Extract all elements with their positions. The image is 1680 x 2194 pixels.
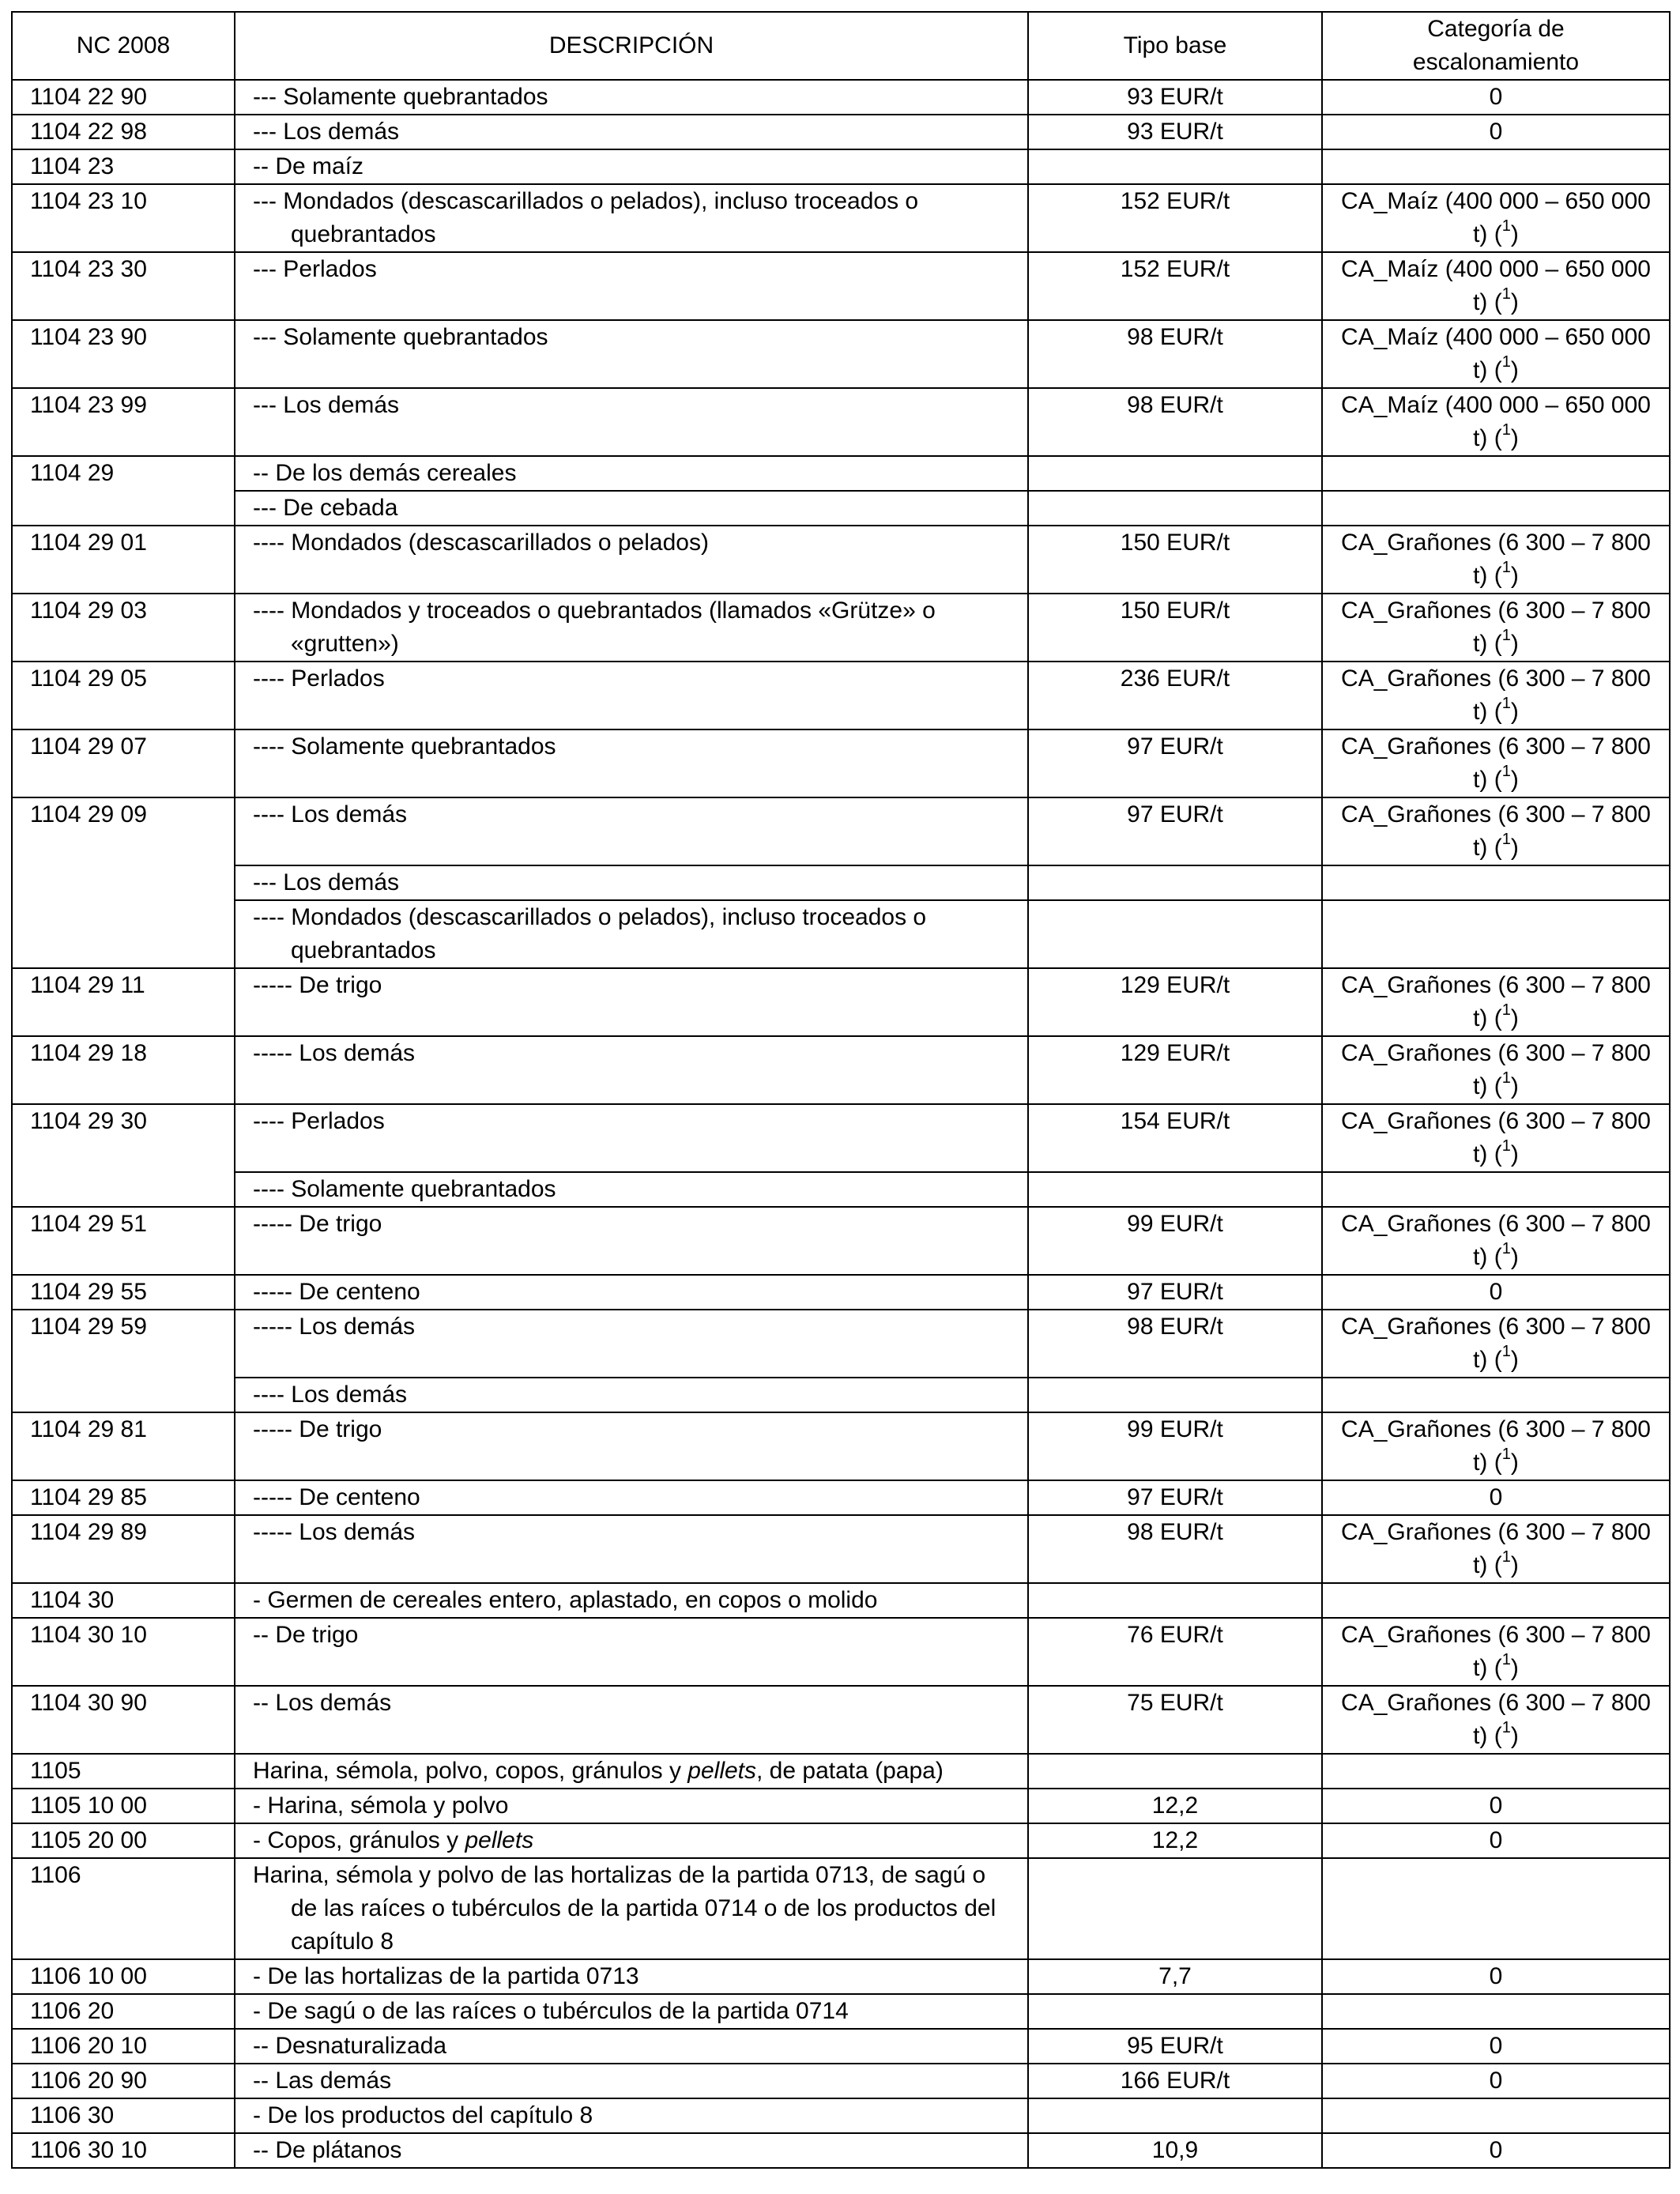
footnote-marker: ($^1$): [1494, 1719, 1519, 1749]
cell-base-rate: 97 EUR/t: [1028, 1275, 1322, 1310]
cell-code: 1104 29 11: [12, 968, 235, 1036]
cell-base-rate: 76 EUR/t: [1028, 1618, 1322, 1686]
table-row: [12, 865, 1670, 900]
cell-base-rate: [1028, 1172, 1322, 1207]
description-text: ----- De trigo: [253, 972, 382, 998]
table-row: [12, 1480, 1670, 1515]
description-text: ---- Solamente quebrantados: [253, 733, 556, 760]
cell-category: [1322, 1858, 1670, 1959]
footnote-marker: ($^1$): [1494, 1651, 1519, 1681]
cell-description: [235, 1104, 1028, 1172]
cell-code: 1105: [12, 1754, 235, 1789]
table-row: [12, 1789, 1670, 1823]
cell-base-rate: 99 EUR/t: [1028, 1412, 1322, 1480]
table-row: [12, 1515, 1670, 1583]
cell-code: 1104 29 81: [12, 1412, 235, 1480]
footnote-marker: ($^1$): [1494, 1548, 1519, 1578]
cell-base-rate: 152 EUR/t: [1028, 184, 1322, 252]
description-text: -- De plátanos: [253, 2137, 402, 2163]
table-row: [12, 388, 1670, 456]
description-text: --- De cebada: [253, 495, 398, 521]
document-page: [11, 11, 1669, 2169]
cell-base-rate: 12,2: [1028, 1823, 1322, 1858]
table-row: [12, 900, 1670, 968]
footnote-marker: ($^1$): [1494, 627, 1519, 657]
cell-description: [235, 2029, 1028, 2064]
cell-category: 0: [1322, 80, 1670, 115]
cell-category: [1322, 456, 1670, 491]
cell-description: [235, 80, 1028, 115]
cell-code: 1104 29 30: [12, 1104, 235, 1207]
cell-category: CA_Grañones (6 300 – 7 800 t) ($^1$): [1322, 1412, 1670, 1480]
description-text: ---- Mondados (descascarillados o pelados), incluso troceados o quebrantados: [253, 904, 927, 963]
table-row: [12, 2133, 1670, 2168]
cell-category: [1322, 1172, 1670, 1207]
table-row: [12, 1378, 1670, 1412]
description-text: --- Perlados: [253, 256, 377, 282]
cell-base-rate: 154 EUR/t: [1028, 1104, 1322, 1172]
cell-description: [235, 2064, 1028, 2098]
cell-category: CA_Grañones (6 300 – 7 800 t) ($^1$): [1322, 797, 1670, 865]
cell-base-rate: 93 EUR/t: [1028, 80, 1322, 115]
description-text: ----- Los demás: [253, 1040, 416, 1066]
table-row: [12, 149, 1670, 184]
footnote-marker: ($^1$): [1494, 831, 1519, 861]
description-text: -- De trigo: [253, 1622, 359, 1648]
table-row: [12, 80, 1670, 115]
description-text: ---- Los demás: [253, 1382, 408, 1408]
table-row: [12, 1275, 1670, 1310]
header-category: Categoría de escalonamiento: [1322, 12, 1670, 80]
cell-base-rate: 129 EUR/t: [1028, 1036, 1322, 1104]
cell-description: [235, 594, 1028, 662]
cell-base-rate: 98 EUR/t: [1028, 1310, 1322, 1378]
description-text: - Germen de cereales entero, aplastado, en copos o molido: [253, 1587, 878, 1613]
cell-description: [235, 1686, 1028, 1754]
cell-category: 0: [1322, 1789, 1670, 1823]
cell-base-rate: [1028, 1583, 1322, 1618]
footnote-marker: ($^1$): [1494, 1001, 1519, 1031]
cell-category: CA_Maíz (400 000 – 650 000 t) ($^1$): [1322, 320, 1670, 388]
cell-description: [235, 1207, 1028, 1275]
cell-code: 1106 30: [12, 2098, 235, 2133]
cell-base-rate: 95 EUR/t: [1028, 2029, 1322, 2064]
table-row: [12, 1994, 1670, 2029]
footnote-marker: ($^1$): [1494, 559, 1519, 589]
cell-category: CA_Grañones (6 300 – 7 800 t) ($^1$): [1322, 526, 1670, 594]
table-row: [12, 320, 1670, 388]
cell-code: 1104 22 98: [12, 115, 235, 149]
table-row: [12, 1686, 1670, 1754]
cell-base-rate: [1028, 1378, 1322, 1412]
description-text: - De los productos del capítulo 8: [253, 2102, 593, 2128]
cell-category: [1322, 1754, 1670, 1789]
cell-code: 1104 29: [12, 456, 235, 526]
description-text: Harina, sémola y polvo de las hortalizas de la partida 0713, de sagú o de las raíces o tubérculos de la partida 0714 o de los productos del capítulo 8: [253, 1862, 996, 1955]
description-text: --- Solamente quebrantados: [253, 324, 548, 350]
footnote-marker: ($^1$): [1494, 353, 1519, 383]
cell-code: 1104 29 07: [12, 729, 235, 797]
cell-code: 1105 10 00: [12, 1789, 235, 1823]
cell-code: 1104 23 90: [12, 320, 235, 388]
table-row: [12, 1412, 1670, 1480]
cell-description: [235, 1618, 1028, 1686]
cell-category: 0: [1322, 1823, 1670, 1858]
cell-description: [235, 184, 1028, 252]
table-row: [12, 2098, 1670, 2133]
cell-category: CA_Grañones (6 300 – 7 800 t) ($^1$): [1322, 594, 1670, 662]
description-text: -- De maíz: [253, 153, 364, 179]
cell-base-rate: [1028, 456, 1322, 491]
cell-category: CA_Maíz (400 000 – 650 000 t) ($^1$): [1322, 388, 1670, 456]
table-row: [12, 1310, 1670, 1378]
cell-code: 1106 10 00: [12, 1959, 235, 1994]
header-code: NC 2008: [12, 12, 235, 80]
table-row: [12, 1207, 1670, 1275]
cell-code: 1104 23 10: [12, 184, 235, 252]
description-text: ----- De trigo: [253, 1211, 382, 1237]
cell-description: [235, 1823, 1028, 1858]
description-text: ---- Mondados y troceados o quebrantados (llamados «Grütze» o «grutten»): [253, 598, 936, 657]
cell-category: CA_Grañones (6 300 – 7 800 t) ($^1$): [1322, 662, 1670, 729]
cell-category: [1322, 900, 1670, 968]
cell-description: [235, 526, 1028, 594]
table-row: [12, 1583, 1670, 1618]
description-text: - Harina, sémola y polvo: [253, 1793, 509, 1819]
cell-description: [235, 252, 1028, 320]
cell-code: 1104 29 59: [12, 1310, 235, 1412]
table-row: [12, 456, 1670, 491]
description-text: --- Solamente quebrantados: [253, 84, 548, 110]
table-row: [12, 1858, 1670, 1959]
cell-category: [1322, 491, 1670, 526]
cell-description: [235, 2133, 1028, 2168]
cell-code: 1104 23 30: [12, 252, 235, 320]
cell-description: [235, 662, 1028, 729]
description-text: - De las hortalizas de la partida 0713: [253, 1963, 639, 1989]
cell-category: 0: [1322, 1480, 1670, 1515]
cell-base-rate: 93 EUR/t: [1028, 115, 1322, 149]
footnote-marker: ($^1$): [1494, 1446, 1519, 1476]
cell-category: CA_Maíz (400 000 – 650 000 t) ($^1$): [1322, 184, 1670, 252]
cell-category: 0: [1322, 1275, 1670, 1310]
cell-code: 1106: [12, 1858, 235, 1959]
table-row: [12, 1618, 1670, 1686]
cell-base-rate: 166 EUR/t: [1028, 2064, 1322, 2098]
cell-description: [235, 1959, 1028, 1994]
table-row: [12, 2064, 1670, 2098]
cell-description: [235, 1858, 1028, 1959]
cell-code: 1104 22 90: [12, 80, 235, 115]
cell-category: 0: [1322, 2064, 1670, 2098]
table-row: [12, 115, 1670, 149]
cell-base-rate: [1028, 149, 1322, 184]
cell-code: 1104 23: [12, 149, 235, 184]
table-row: [12, 184, 1670, 252]
cell-category: CA_Grañones (6 300 – 7 800 t) ($^1$): [1322, 1207, 1670, 1275]
cell-description: [235, 1310, 1028, 1378]
footnote-marker: ($^1$): [1494, 285, 1519, 315]
cell-category: [1322, 149, 1670, 184]
cell-code: 1105 20 00: [12, 1823, 235, 1858]
description-text: --- Mondados (descascarillados o pelados), incluso troceados o quebrantados: [253, 188, 919, 247]
cell-base-rate: 7,7: [1028, 1959, 1322, 1994]
table-row: [12, 1104, 1670, 1172]
description-text: ----- Los demás: [253, 1314, 416, 1340]
table-row: [12, 1754, 1670, 1789]
cell-base-rate: [1028, 865, 1322, 900]
tariff-table: [11, 11, 1671, 2169]
table-body: [12, 80, 1670, 2168]
table-row: [12, 2029, 1670, 2064]
cell-description: [235, 1172, 1028, 1207]
cell-category: 0: [1322, 2133, 1670, 2168]
cell-category: [1322, 1994, 1670, 2029]
cell-category: [1322, 2098, 1670, 2133]
description-text: -- Las demás: [253, 2068, 392, 2094]
cell-description: [235, 1412, 1028, 1480]
footnote-marker: ($^1$): [1494, 763, 1519, 793]
table-row: [12, 594, 1670, 662]
table-row: [12, 729, 1670, 797]
cell-base-rate: [1028, 1754, 1322, 1789]
cell-category: CA_Grañones (6 300 – 7 800 t) ($^1$): [1322, 729, 1670, 797]
cell-code: 1104 23 99: [12, 388, 235, 456]
description-text: --- Los demás: [253, 392, 400, 418]
cell-code: 1104 29 85: [12, 1480, 235, 1515]
description-text: ---- Los demás: [253, 801, 408, 827]
cell-description: [235, 797, 1028, 865]
cell-code: 1106 20: [12, 1994, 235, 2029]
cell-category: CA_Grañones (6 300 – 7 800 t) ($^1$): [1322, 1310, 1670, 1378]
table-row: [12, 1823, 1670, 1858]
cell-description: [235, 865, 1028, 900]
cell-base-rate: 98 EUR/t: [1028, 1515, 1322, 1583]
cell-base-rate: 98 EUR/t: [1028, 388, 1322, 456]
cell-base-rate: [1028, 900, 1322, 968]
cell-base-rate: [1028, 1994, 1322, 2029]
footnote-marker: ($^1$): [1494, 217, 1519, 247]
cell-category: CA_Grañones (6 300 – 7 800 t) ($^1$): [1322, 1686, 1670, 1754]
header-description: DESCRIPCIÓN: [235, 12, 1028, 80]
cell-category: [1322, 1378, 1670, 1412]
table-row: [12, 662, 1670, 729]
cell-base-rate: [1028, 1858, 1322, 1959]
cell-code: 1106 30 10: [12, 2133, 235, 2168]
cell-category: [1322, 1583, 1670, 1618]
cell-code: 1104 30 10: [12, 1618, 235, 1686]
cell-base-rate: 12,2: [1028, 1789, 1322, 1823]
cell-base-rate: 10,9: [1028, 2133, 1322, 2168]
footnote-marker: ($^1$): [1494, 695, 1519, 725]
footnote-marker: ($^1$): [1494, 1069, 1519, 1099]
cell-description: [235, 968, 1028, 1036]
cell-category: CA_Grañones (6 300 – 7 800 t) ($^1$): [1322, 968, 1670, 1036]
cell-base-rate: 150 EUR/t: [1028, 594, 1322, 662]
header-base-rate: Tipo base: [1028, 12, 1322, 80]
cell-description: [235, 456, 1028, 491]
cell-code: 1104 29 09: [12, 797, 235, 968]
cell-description: [235, 1515, 1028, 1583]
table-row: [12, 252, 1670, 320]
cell-code: 1106 20 10: [12, 2029, 235, 2064]
cell-description: [235, 115, 1028, 149]
footnote-marker: ($^1$): [1494, 1240, 1519, 1270]
table-row: [12, 491, 1670, 526]
table-row: [12, 797, 1670, 865]
cell-base-rate: 97 EUR/t: [1028, 1480, 1322, 1515]
cell-base-rate: 236 EUR/t: [1028, 662, 1322, 729]
cell-description: [235, 1378, 1028, 1412]
description-text: ----- De trigo: [253, 1416, 382, 1442]
cell-base-rate: 129 EUR/t: [1028, 968, 1322, 1036]
cell-code: 1104 29 55: [12, 1275, 235, 1310]
table-row: [12, 968, 1670, 1036]
cell-description: [235, 1994, 1028, 2029]
cell-description: [235, 1036, 1028, 1104]
cell-code: 1104 29 51: [12, 1207, 235, 1275]
description-text: ---- Mondados (descascarillados o pelados): [253, 530, 709, 556]
cell-category: CA_Grañones (6 300 – 7 800 t) ($^1$): [1322, 1515, 1670, 1583]
description-text: ---- Perlados: [253, 1108, 385, 1134]
description-text: - De sagú o de las raíces o tubérculos de la partida 0714: [253, 1998, 849, 2024]
table-row: [12, 1959, 1670, 1994]
cell-base-rate: 152 EUR/t: [1028, 252, 1322, 320]
footnote-marker: ($^1$): [1494, 1343, 1519, 1373]
cell-category: CA_Maíz (400 000 – 650 000 t) ($^1$): [1322, 252, 1670, 320]
cell-code: 1104 29 01: [12, 526, 235, 594]
table-header: [12, 12, 1670, 80]
cell-description: [235, 1275, 1028, 1310]
cell-base-rate: 99 EUR/t: [1028, 1207, 1322, 1275]
cell-code: 1104 29 18: [12, 1036, 235, 1104]
cell-base-rate: [1028, 491, 1322, 526]
cell-description: [235, 388, 1028, 456]
cell-base-rate: 97 EUR/t: [1028, 729, 1322, 797]
cell-description: [235, 1789, 1028, 1823]
cell-description: [235, 900, 1028, 968]
cell-description: [235, 491, 1028, 526]
cell-description: [235, 1480, 1028, 1515]
cell-base-rate: 150 EUR/t: [1028, 526, 1322, 594]
cell-category: 0: [1322, 115, 1670, 149]
cell-base-rate: 75 EUR/t: [1028, 1686, 1322, 1754]
header-row: [12, 12, 1670, 80]
cell-base-rate: 98 EUR/t: [1028, 320, 1322, 388]
cell-description: [235, 729, 1028, 797]
cell-base-rate: 97 EUR/t: [1028, 797, 1322, 865]
cell-code: 1104 29 05: [12, 662, 235, 729]
description-text: -- Desnaturalizada: [253, 2033, 447, 2059]
cell-category: CA_Grañones (6 300 – 7 800 t) ($^1$): [1322, 1036, 1670, 1104]
description-text: --- Los demás: [253, 869, 400, 895]
description-text: ----- Los demás: [253, 1519, 416, 1545]
cell-code: 1106 20 90: [12, 2064, 235, 2098]
cell-category: 0: [1322, 1959, 1670, 1994]
footnote-marker: ($^1$): [1494, 1137, 1519, 1167]
description-text: - Copos, gránulos y pellets: [253, 1827, 534, 1853]
cell-description: [235, 2098, 1028, 2133]
description-text: ----- De centeno: [253, 1279, 420, 1305]
cell-code: 1104 29 03: [12, 594, 235, 662]
description-text: ----- De centeno: [253, 1484, 420, 1510]
cell-code: 1104 30 90: [12, 1686, 235, 1754]
table-row: [12, 526, 1670, 594]
description-text: ---- Perlados: [253, 665, 385, 692]
footnote-marker: ($^1$): [1494, 421, 1519, 451]
cell-base-rate: [1028, 2098, 1322, 2133]
description-text: --- Los demás: [253, 119, 400, 145]
cell-code: 1104 30: [12, 1583, 235, 1618]
description-text: ---- Solamente quebrantados: [253, 1176, 556, 1202]
cell-category: CA_Grañones (6 300 – 7 800 t) ($^1$): [1322, 1618, 1670, 1686]
table-row: [12, 1172, 1670, 1207]
description-text: Harina, sémola, polvo, copos, gránulos y pellets, de patata (papa): [253, 1758, 944, 1784]
cell-code: 1104 29 89: [12, 1515, 235, 1583]
cell-description: [235, 1754, 1028, 1789]
cell-category: 0: [1322, 2029, 1670, 2064]
cell-category: CA_Grañones (6 300 – 7 800 t) ($^1$): [1322, 1104, 1670, 1172]
cell-description: [235, 1583, 1028, 1618]
table-row: [12, 1036, 1670, 1104]
cell-description: [235, 320, 1028, 388]
description-text: -- Los demás: [253, 1690, 392, 1716]
cell-category: [1322, 865, 1670, 900]
description-text: -- De los demás cereales: [253, 460, 517, 486]
cell-description: [235, 149, 1028, 184]
